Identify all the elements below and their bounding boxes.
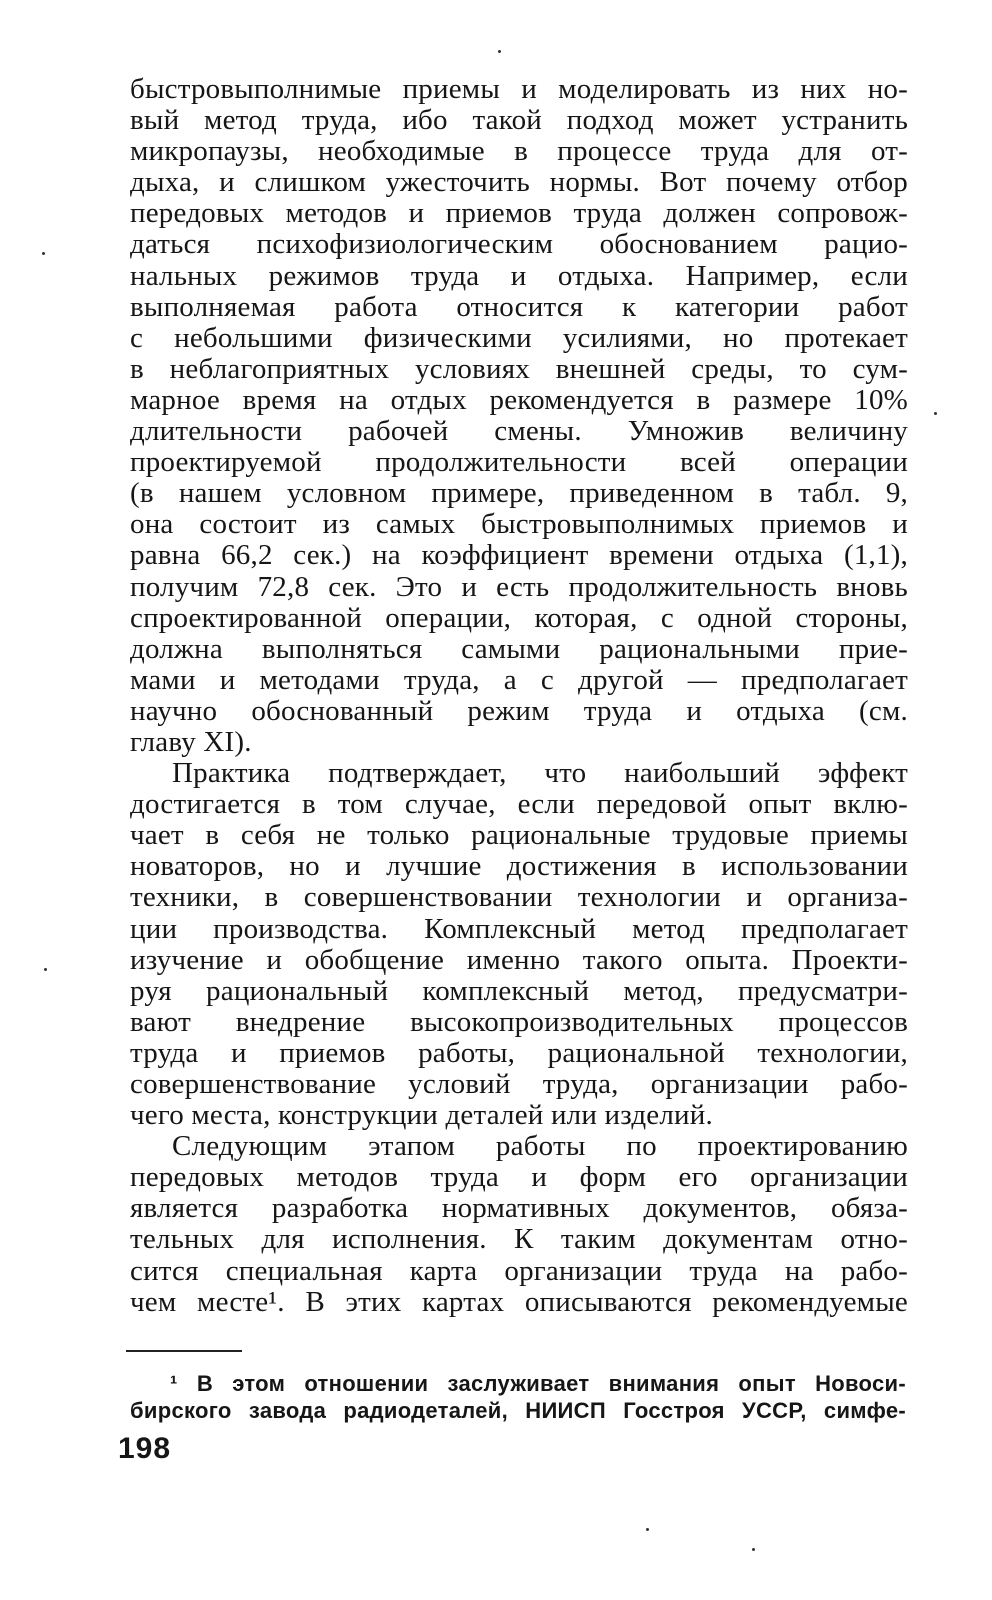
footnote-divider (126, 1350, 242, 1352)
text-line: должна выполняться самыми рациональными прие- (130, 632, 908, 665)
text-line: передовых методов труда и форм его организации (130, 1161, 908, 1194)
text-line: является разработка нормативных документов, обяза- (130, 1192, 908, 1225)
text-line: ции производства. Комплексный метод предполагает (130, 912, 908, 945)
text-line: чего места, конструкции деталей или изделий. (130, 1099, 713, 1132)
text-line: тельных для исполнения. К таким документам отно- (130, 1223, 908, 1256)
text-line: проектируемой продолжительности всей операции (130, 446, 908, 479)
text-line: получим 72,8 сек. Это и есть продолжительность вновь (130, 570, 908, 603)
text-line: достигается в том случае, если передовой опыт вклю- (130, 788, 908, 821)
scan-speck (498, 50, 501, 53)
text-line: новаторов, но и лучшие достижения в использовании (130, 850, 908, 883)
text-line: вают внедрение высокопроизводительных процессов (130, 1005, 908, 1038)
scan-speck (646, 1528, 649, 1531)
footnote-line: ¹ В этом отношении заслуживает внимания опыт Новоси- (170, 1371, 906, 1396)
text-line: Практика подтверждает, что наибольший эффект (172, 757, 908, 790)
page-number: 198 (118, 1432, 172, 1465)
text-line: главу XI). (130, 725, 252, 758)
text-line: выполняемая работа относится к категории работ (130, 290, 908, 323)
text-line: дыха, и слишком ужесточить нормы. Вот почему отбор (130, 166, 908, 199)
text-line: научно обоснованный режим труда и отдыха (см. (130, 694, 908, 727)
text-line: быстровыполнимые приемы и моделировать из них но- (130, 73, 908, 105)
footnote (130, 1370, 906, 1424)
text-line: труда и приемов работы, рациональной технологии, (130, 1036, 908, 1069)
text-line: (в нашем условном примере, приведенном в табл. 9, (130, 477, 908, 510)
scan-speck (42, 252, 45, 255)
footnote-line: бирского завода радиодеталей, НИИСП Госстроя УССР, симфе- (130, 1398, 906, 1423)
text-line: изучение и обобщение именно такого опыта. Проекти- (130, 943, 908, 976)
text-line: техники, в совершенствовании технологии и организа- (130, 881, 908, 914)
text-line: Следующим этапом работы по проектированию (172, 1130, 908, 1163)
text-line: нальных режимов труда и отдыха. Например, если (130, 259, 908, 292)
text-line: марное время на отдых рекомендуется в размере 10% (130, 383, 908, 416)
scan-speck (934, 412, 937, 415)
text-line: в неблагоприятных условиях внешней среды, то сум- (130, 352, 908, 385)
text-line: передовых методов и приемов труда должен сопровож- (130, 197, 908, 230)
text-line: она состоит из самых быстровыполнимых приемов и (130, 508, 908, 541)
scan-speck (44, 968, 47, 971)
text-line: мами и методами труда, а с другой — предполагает (130, 663, 908, 696)
scan-speck (752, 1548, 755, 1551)
text-line: микропаузы, необходимые в процессе труда для от- (130, 135, 908, 168)
text-line: спроектированной операции, которая, с одной стороны, (130, 601, 908, 634)
body-text (130, 74, 908, 1318)
text-line: длительности рабочей смены. Умножив величину (130, 415, 908, 448)
text-line: равна 66,2 сек.) на коэффициент времени отдыха (1,1), (130, 539, 908, 572)
text-line: вый метод труда, ибо такой подход может устранить (130, 104, 908, 137)
text-line: с небольшими физическими усилиями, но протекает (130, 321, 908, 354)
text-line: даться психофизиологическим обоснованием рацио- (130, 228, 908, 261)
text-line: сится специальная карта организации труда на рабо- (130, 1254, 908, 1287)
text-line: совершенствование условий труда, организации рабо- (130, 1068, 908, 1100)
text-line: чем месте¹. В этих картах описываются рекомендуемые (130, 1285, 908, 1318)
text-line: руя рациональный комплексный метод, предусматри- (130, 974, 908, 1007)
text-line: чает в себя не только рациональные трудовые приемы (130, 819, 908, 852)
